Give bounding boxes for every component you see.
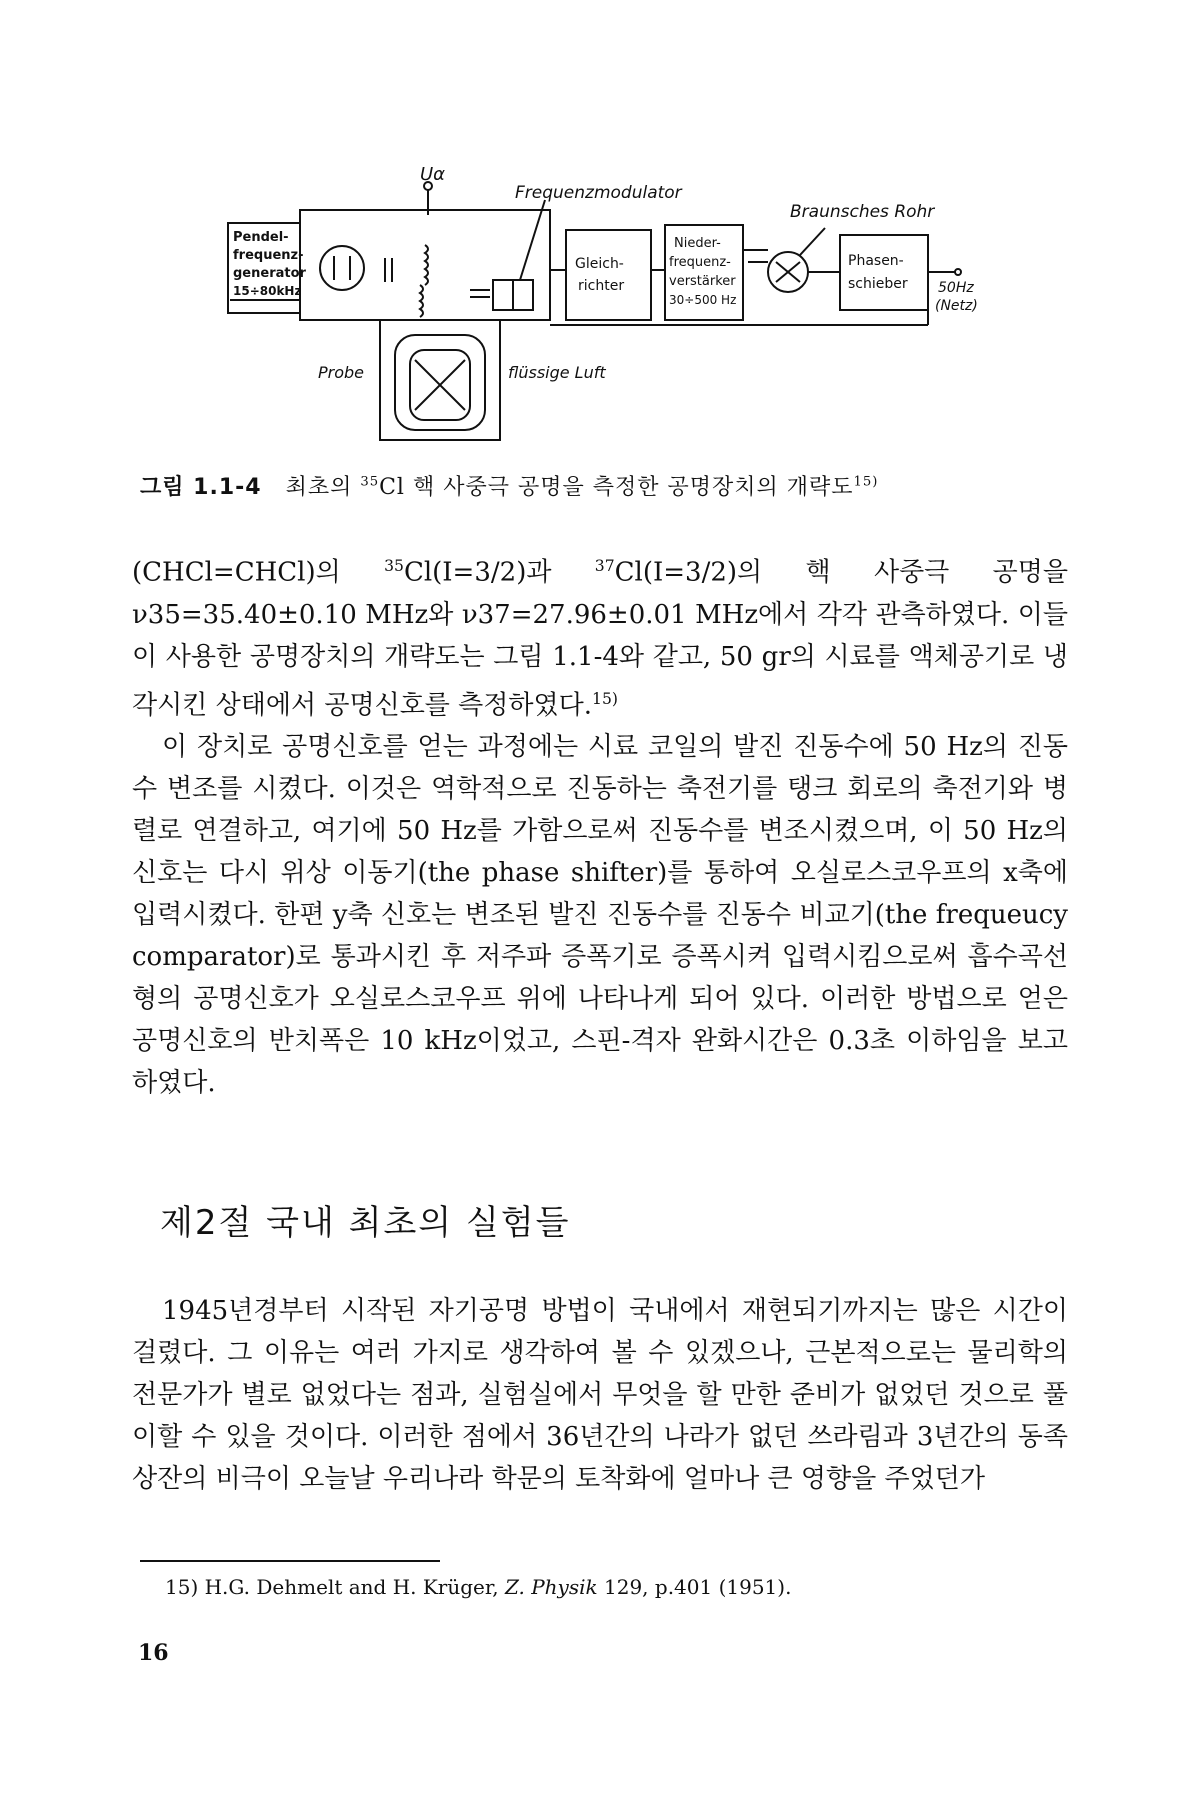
apparatus-diagram	[0, 0, 1200, 460]
body-paragraph-3	[132, 1290, 1068, 1500]
para1-ref: 15)	[592, 689, 618, 708]
pendel-label-1: Pendel-	[233, 230, 289, 245]
footnote	[165, 1575, 791, 1599]
caption-label: 그림 1.1-4	[140, 475, 262, 500]
fluessig-label: flüssige Luft	[508, 363, 606, 382]
para1-sup2: 37	[594, 557, 615, 575]
netz-label-2: (Netz)	[935, 298, 978, 314]
para1-part-a: (CHCl=CHCl)의	[132, 557, 385, 588]
paragraph-3: 1945년경부터 시작된 자기공명 방법이 국내에서 재현되기까지는 많은 시간이 걸렸다. 그 이유는 여러 가지로 생각하여 볼 수 있겠으나, 근본적으로는 물리학의 전문가가 별로 없었다는 점과, 실험실에서 무엇을 할 만한 준비가 없었던 것으로 풀이할 수 있을 것이다. 이러한 점에서 36년간의 나라가 없던 쓰라림과 3년간의 동족 상잔의 비극이 오늘날 우리나라 학문의 토착화에 얼마나 큰 영향을 주었던가	[132, 1296, 1068, 1494]
pendel-label-3: generator	[233, 266, 306, 281]
netz-label-1: 50Hz	[938, 280, 974, 296]
caption-text-b: Cl 핵 사중극 공명을 측정한 공명장치의 개략도	[379, 475, 854, 500]
gleichrichter-box	[566, 230, 651, 320]
caption-text-a: 최초의	[285, 475, 361, 500]
footnote-text-b: 129, p.401 (1951).	[597, 1575, 792, 1599]
section-title: 제2절 국내 최초의 실험들	[160, 1203, 571, 1243]
nieder-label-4: 30÷500 Hz	[669, 293, 737, 307]
page-number: 16	[138, 1640, 169, 1666]
paragraph-1	[132, 545, 1068, 726]
phasen-label-2: schieber	[848, 276, 908, 292]
ua-label: Uα	[420, 164, 446, 185]
caption-sup: 35	[360, 474, 380, 490]
footnote-rule	[140, 1560, 440, 1562]
gleich-label-1: Gleich-	[575, 256, 624, 272]
caption-ref: 15)	[853, 474, 879, 490]
nieder-label-1: Nieder-	[674, 236, 721, 251]
phasenschieber-box	[840, 235, 928, 310]
footnote-text-a: 15) H.G. Dehmelt and H. Krüger,	[165, 1575, 505, 1599]
nieder-label-2: frequenz-	[669, 255, 731, 270]
phasen-label-1: Phasen-	[848, 253, 904, 269]
pendel-label-2: frequenz-	[233, 248, 304, 263]
para1-sup1: 35	[384, 557, 404, 575]
braun-label: Braunsches Rohr	[790, 202, 935, 222]
freq-mod-label: Frequenzmodulator	[515, 183, 682, 203]
para1-part-c: Cl(I=3/2)의 핵 사중극 공명을 ν35=35.40±0.10 MHz와 ν37=27.96±0.01 MHz에서 각각 관측하였다. 이들이 사용한 공명장치의 개략도는 그림 1.1-4와 같고, 50 gr의 시료를 액체공기로 냉각시킨 상태에서 공명신호를 측정하였다.	[132, 557, 1068, 721]
body-paragraphs	[132, 545, 1068, 1104]
probe-label: Probe	[318, 363, 365, 382]
paragraph-2: 이 장치로 공명신호를 얻는 과정에는 시료 코일의 발진 진동수에 50 Hz의 진동수 변조를 시켰다. 이것은 역학적으로 진동하는 축전기를 탱크 회로의 축전기와 병렬로 연결하고, 여기에 50 Hz를 가함으로써 진동수를 변조시켰으며, 이 50 Hz의 신호는 다시 위상 이동기(the phase shifter)를 통하여 오실로스코우프의 x축에 입력시켰다. 한편 y축 신호는 변조된 발진 진동수를 진동수 비교기(the frequeucy comparator)로 통과시킨 후 저주파 증폭기로 증폭시켜 입력시킴으로써 흡수곡선형의 공명신호가 오실로스코우프 위에 나타나게 되어 있다. 이러한 방법으로 얻은 공명신호의 반치폭은 10 kHz이었고, 스핀-격자 완화시간은 0.3초 이하임을 보고하였다.	[132, 732, 1068, 1099]
pendel-label-4: 15÷80kHz	[233, 284, 302, 298]
nieder-label-3: verstärker	[669, 274, 736, 289]
para1-part-b: Cl(I=3/2)과	[403, 557, 595, 588]
gleich-label-2: richter	[578, 278, 625, 294]
footnote-journal: Z. Physik	[504, 1575, 598, 1599]
figure-caption	[140, 470, 1080, 501]
